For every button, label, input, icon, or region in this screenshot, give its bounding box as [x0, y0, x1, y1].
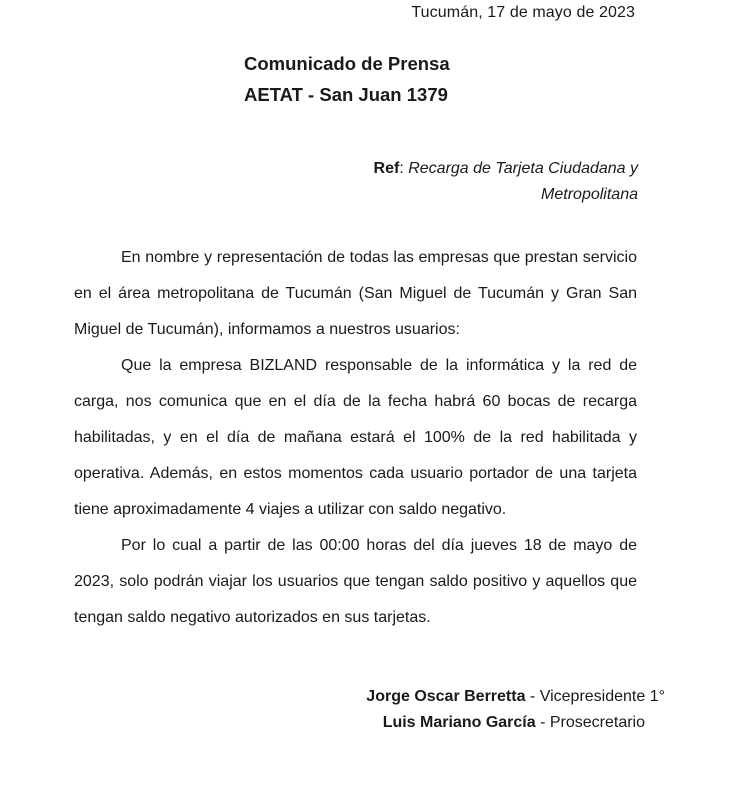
signatory-name-1: Jorge Oscar Berretta	[366, 688, 526, 705]
reference-label: Ref	[373, 160, 400, 177]
signatory-separator-2: -	[535, 714, 550, 731]
reference-separator: :	[399, 160, 409, 177]
title-line-2: AETAT - San Juan 1379	[244, 84, 448, 105]
title-line-1: Comunicado de Prensa	[244, 53, 450, 74]
body-paragraph-3: Por lo cual a partir de las 00:00 horas del día jueves 18 de mayo de 2023, solo podrán viajar los usuarios que tengan saldo positivo y aquellos que tengan saldo negativo autorizados en sus tarjetas.	[74, 537, 637, 626]
signatory-name-2: Luis Mariano García	[382, 714, 536, 731]
reference-text: Recarga de Tarjeta Ciudadana y Metropolitana	[408, 160, 638, 203]
reference-line	[308, 156, 638, 208]
document-body	[74, 240, 637, 636]
signature-line-2	[265, 710, 665, 736]
document-title	[244, 48, 450, 110]
signature-block	[265, 684, 665, 736]
signatory-separator-1: -	[525, 688, 540, 705]
document-date: Tucumán, 17 de mayo de 2023	[411, 4, 635, 21]
body-paragraph-2: Que la empresa BIZLAND responsable de la informática y la red de carga, nos comunica que en el día de la fecha habrá 60 bocas de recarga habilitadas, y en el día de mañana estará el 100% de la red habilitada y operativa. Además, en estos momentos cada usuario portador de una tarjeta tiene aproximadamente 4 viajes a utilizar con saldo negativo.	[74, 357, 637, 518]
signatory-role-1: Vicepresidente 1°	[539, 688, 665, 705]
signatory-role-2: Prosecretario	[549, 714, 645, 731]
signature-line-1	[265, 684, 665, 710]
body-paragraph-1: En nombre y representación de todas las empresas que prestan servicio en el área metropolitana de Tucumán (San Miguel de Tucumán y Gran San Miguel de Tucumán), informamos a nuestros usuarios:	[74, 249, 637, 338]
